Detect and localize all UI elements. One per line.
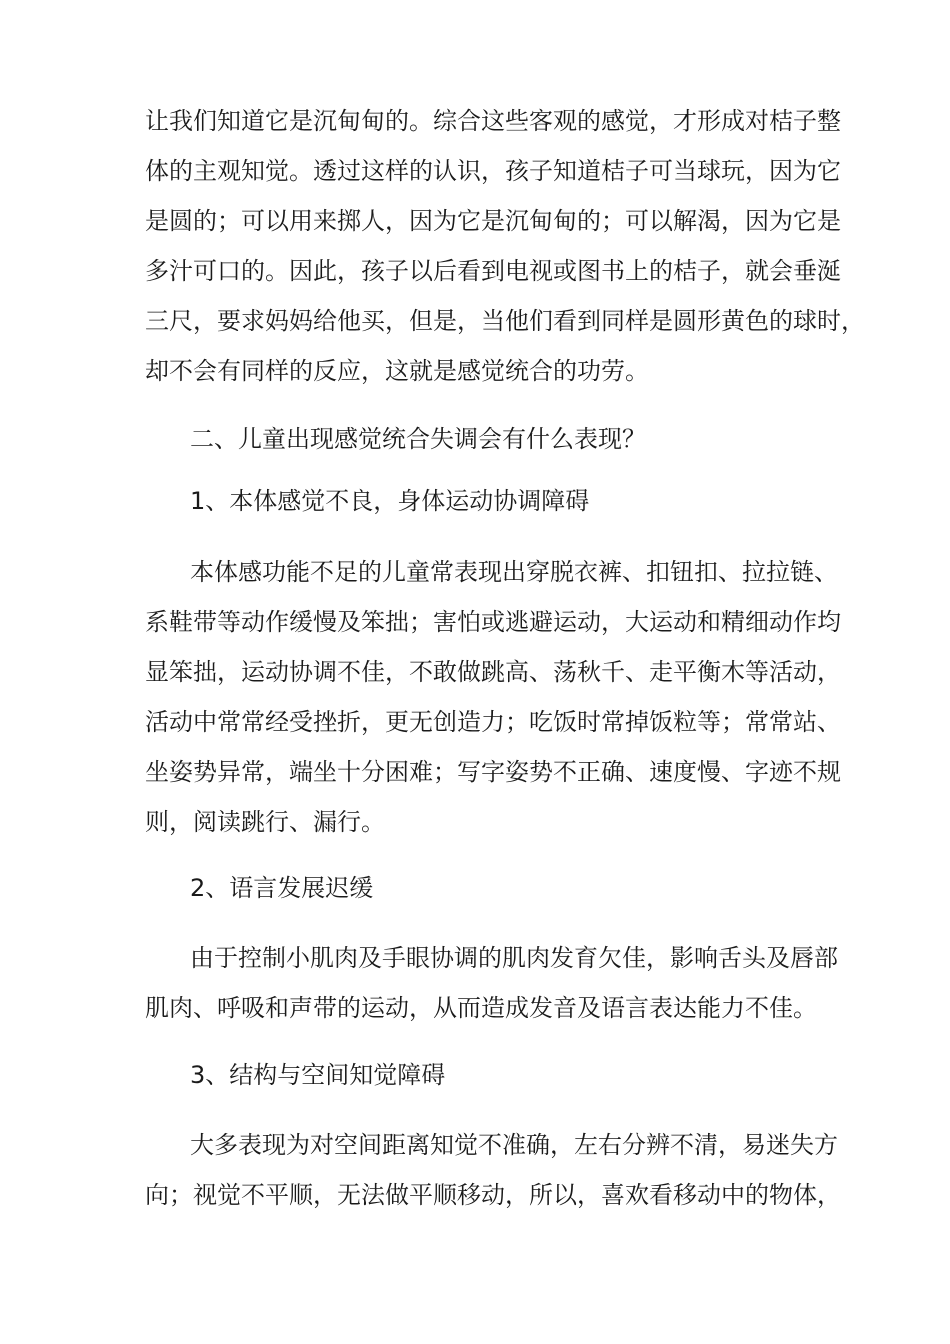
paragraph-line: 坐姿势异常，端坐十分困难；写字姿势不正确、速度慢、字迹不规: [145, 758, 841, 786]
paragraph-line: 由于控制小肌肉及手眼协调的肌肉发育欠佳，影响舌头及唇部: [190, 944, 838, 972]
paragraph-line: 显笨拙，运动协调不佳，不敢做跳高、荡秋千、走平衡木等活动，: [145, 658, 841, 686]
paragraph-line: 却不会有同样的反应，这就是感觉统合的功劳。: [145, 357, 649, 385]
item-title: 、结构与空间知觉障碍: [205, 1061, 446, 1089]
paragraph-line: 体的主观知觉。透过这样的认识，孩子知道桔子可当球玩，因为它: [145, 157, 841, 185]
paragraph-line: 向；视觉不平顺，无法做平顺移动，所以，喜欢看移动中的物体，: [145, 1181, 841, 1209]
item-heading: [190, 873, 373, 903]
item-heading: [190, 1060, 445, 1090]
item-heading: [190, 486, 589, 516]
paragraph-line: 多汁可口的。因此，孩子以后看到电视或图书上的桔子，就会垂涎: [145, 257, 841, 285]
paragraph-line: 三尺，要求妈妈给他买，但是，当他们看到同样是圆形黄色的球时，: [145, 307, 865, 335]
paragraph-line: 则，阅读跳行、漏行。: [145, 808, 385, 836]
paragraph-line: 本体感功能不足的儿童常表现出穿脱衣裤、扣钮扣、拉拉链、: [190, 558, 838, 586]
item-title: 、语言发展迟缓: [205, 874, 374, 902]
paragraph-line: 是圆的；可以用来掷人，因为它是沉甸甸的；可以解渴，因为它是: [145, 207, 841, 235]
paragraph-line: 让我们知道它是沉甸甸的。综合这些客观的感觉，才形成对桔子整: [145, 107, 841, 135]
paragraph-line: 系鞋带等动作缓慢及笨拙；害怕或逃避运动，大运动和精细动作均: [145, 608, 841, 636]
item-number: 2: [190, 874, 206, 902]
item-number: 3: [190, 1061, 206, 1089]
section-heading: 二、儿童出现感觉统合失调会有什么表现？: [190, 425, 646, 453]
paragraph-line: 大多表现为对空间距离知觉不准确，左右分辨不清，易迷失方: [190, 1131, 838, 1159]
item-number: 1: [190, 487, 206, 515]
paragraph-line: 肌肉、呼吸和声带的运动，从而造成发音及语言表达能力不佳。: [145, 994, 817, 1022]
paragraph-line: 活动中常常经受挫折，更无创造力；吃饭时常掉饭粒等；常常站、: [145, 708, 841, 736]
item-title: 、本体感觉不良，身体运动协调障碍: [205, 487, 590, 515]
